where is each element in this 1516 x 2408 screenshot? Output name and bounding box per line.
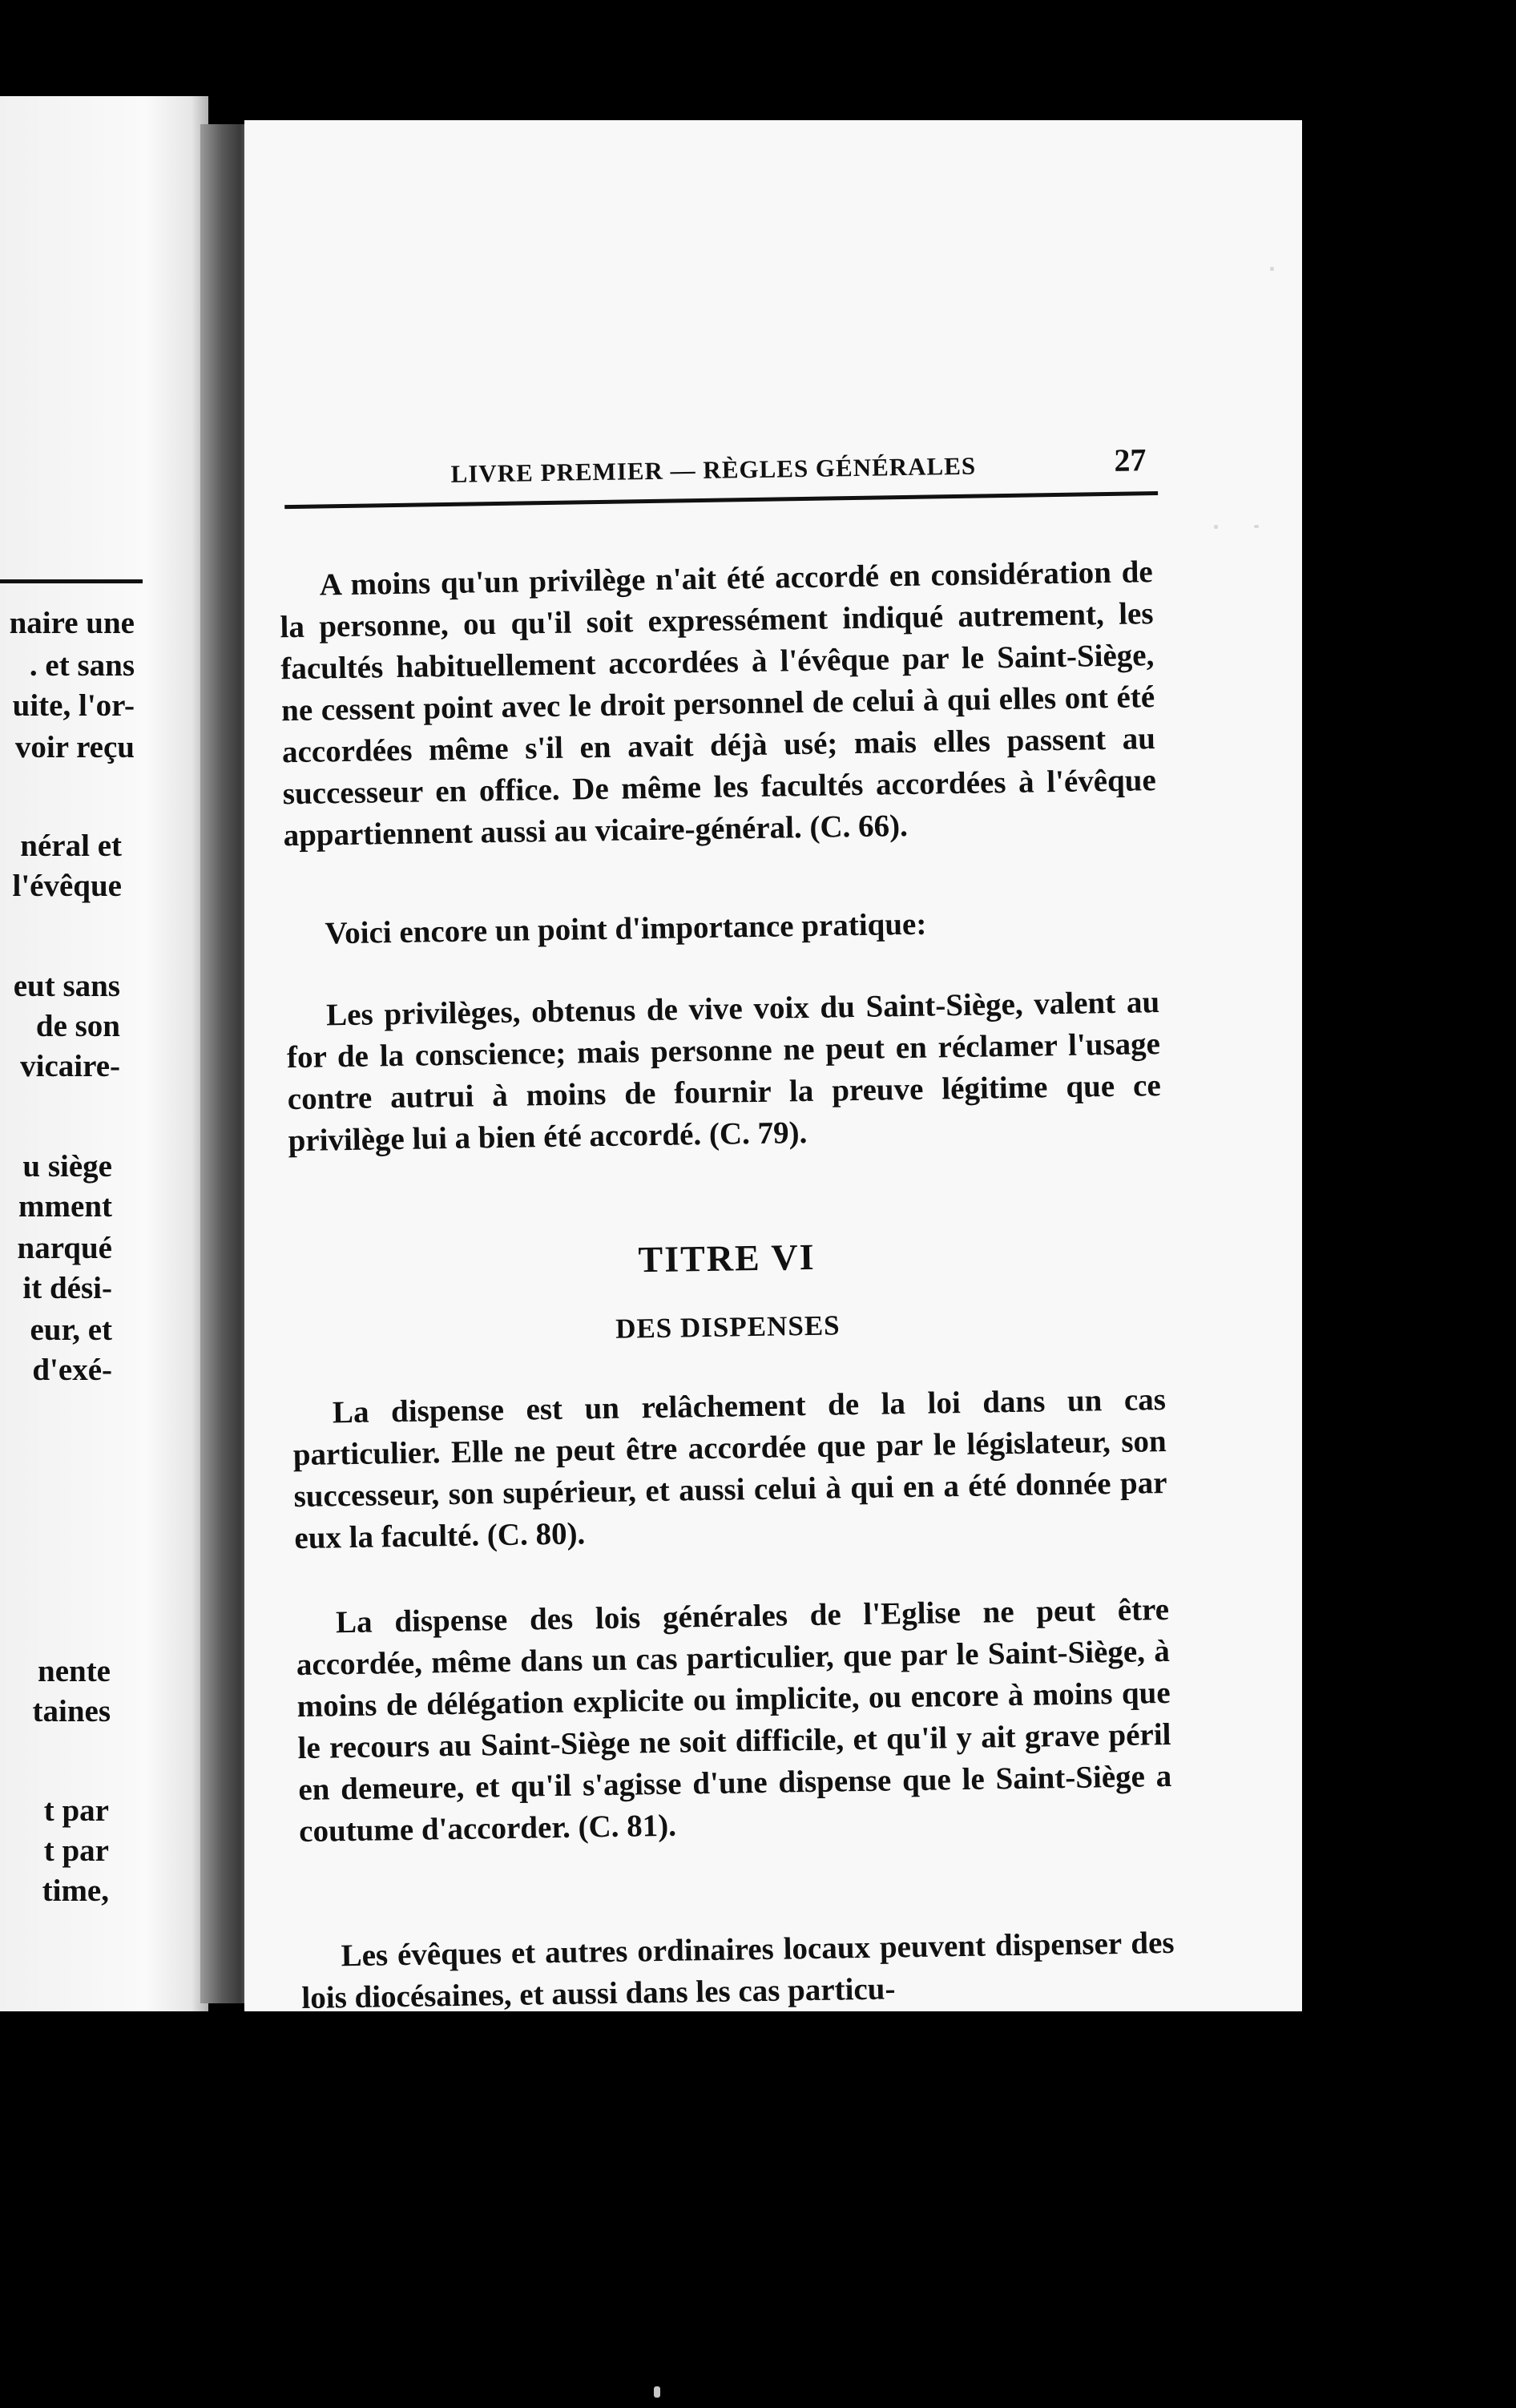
- left-page-fragment: uite, l'or-: [12, 688, 135, 723]
- section-subtitle: DES DISPENSES: [615, 1309, 841, 1345]
- left-page-fragment: . et sans: [29, 648, 135, 683]
- paragraph-privileges-faculties: A moins qu'un privilège n'ait été accordé en considération de la personne, ou qu'il soit expressément indiqué autrement, les facultés habituellement accordées à l'évêque par le Saint-Siège, ne cessent point avec le droit personnel de celui à qui elles ont été accordées même s'il en avait déjà usé; mais elles passent au successeur en office. De même les facultés accordées à l'évêque appartiennent aussi au vicaire-général. (C. 66).: [280, 555, 1157, 853]
- scan-speck: [1214, 525, 1218, 529]
- left-page-fragment: eur, et: [30, 1313, 112, 1347]
- left-page-fragment: eut sans: [13, 969, 120, 1003]
- running-title: LIVRE PREMIER — RÈGLES GÉNÉRALES: [450, 451, 977, 488]
- paragraph-dispense-definition: La dispense est un relâchement de la loi dans un cas particulier. Elle ne peut être accordée que par le législateur, son successeur, son supérieur, et aussi celui à qui en a été donnée par eux la faculté. (C. 80).: [292, 1381, 1167, 1556]
- left-page-fragment: t par: [43, 1833, 109, 1868]
- left-page-fragment: u siège: [22, 1149, 112, 1184]
- paragraph-oral-privileges: Les privilèges, obtenus de vive voix du Saint-Siège, valent au for de la conscience; mais personne ne peut en réclamer l'usage contre autrui à moins de fournir la preuve légitime que ce privilège lui a bien été accordé. (C. 79).: [286, 985, 1162, 1159]
- scan-mark: [654, 2386, 660, 2398]
- left-page-fragment: nente: [38, 1654, 111, 1688]
- main-page: [244, 120, 1302, 2016]
- scan-speck: [1254, 525, 1259, 528]
- page-text-block: [231, 112, 1318, 2019]
- paragraph-bishops-dispense: Les évêques et autres ordinaires locaux peuvent dispenser des lois diocésaines, et aussi dans les cas particu-: [301, 1925, 1175, 2016]
- paragraph-general-laws-dispense: La dispense des lois générales de l'Eglise ne peut être accordée, même dans un cas particulier, que par le Saint-Siège, à moins de délégation explicite ou implicite, ou encore à moins que le recours au Saint-Siège ne soit difficile, et qu'il y ait grave péril en demeure, et qu'il s'agisse d'une dispense que le Saint-Siège a coutume d'accorder. (C. 81).: [296, 1591, 1172, 1849]
- left-page-fragment: de son: [35, 1009, 120, 1043]
- page-number: 27: [1114, 442, 1147, 478]
- title-heading: TITRE VI: [638, 1236, 816, 1281]
- paragraph-practical-point: Voici encore un point d'importance pratique:: [325, 906, 927, 951]
- left-page-fragment: narqué: [17, 1231, 112, 1265]
- left-page-fragment: d'exé-: [32, 1353, 112, 1387]
- left-page-fragment: time,: [42, 1874, 109, 1908]
- left-page-fragment: taines: [32, 1694, 111, 1728]
- running-head: [236, 439, 1150, 502]
- left-page-fragment: it dési-: [22, 1271, 112, 1305]
- left-page: [0, 96, 208, 2011]
- left-page-fragment: naire une: [9, 606, 135, 640]
- left-page-fragment: voir reçu: [14, 730, 135, 764]
- left-page-fragment: mment: [18, 1189, 112, 1224]
- scan-speck: [1270, 267, 1274, 271]
- left-page-fragment: néral et: [20, 829, 122, 863]
- left-page-fragment: vicaire-: [20, 1049, 120, 1083]
- left-page-rule: [0, 579, 143, 583]
- left-page-fragment: l'évêque: [12, 869, 122, 903]
- left-page-fragment: t par: [43, 1793, 109, 1828]
